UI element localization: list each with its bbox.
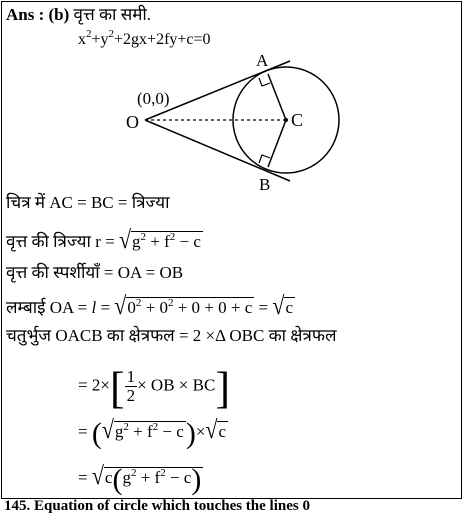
- l4-zero-a: 0: [127, 298, 136, 317]
- l1-word: त्रिज्या: [131, 193, 170, 212]
- l4-c: c: [285, 298, 293, 317]
- l3-text: वृत्त की स्पर्शीयाँ: [6, 263, 100, 282]
- l5-text-b: का क्षेत्रफल: [106, 326, 175, 345]
- l5-oacb: OACB: [55, 326, 103, 345]
- right-angle-a: [259, 78, 270, 86]
- l7-g: g: [114, 422, 124, 441]
- eq-y: +y: [91, 31, 109, 48]
- l7-c2: c: [218, 422, 227, 441]
- l2-text: वृत्त की त्रिज्या: [6, 232, 91, 251]
- l4-text: लम्बाई: [6, 298, 46, 317]
- l5-text-c: का क्षेत्रफल: [268, 326, 337, 345]
- eq-exp-x: 2: [86, 28, 92, 40]
- line-quadrilateral: [6, 326, 337, 346]
- radius-ac: [268, 74, 286, 120]
- l3-math: = OA = OB: [103, 263, 184, 282]
- l4-rest: + 0 + 0 + c: [173, 298, 253, 317]
- l8-c: c: [104, 468, 113, 487]
- l6-num: 1: [126, 367, 136, 386]
- l8-f: + f: [136, 468, 161, 487]
- label-O: O: [126, 112, 139, 132]
- l2-g: g: [132, 232, 141, 251]
- tangent-line-b: [145, 120, 290, 181]
- center-dot: [284, 118, 288, 122]
- line-length: [6, 291, 295, 320]
- eq-x: x: [78, 31, 86, 48]
- l2-f: + f: [146, 232, 170, 251]
- l6-fraction: [125, 368, 138, 405]
- l2-radical: $√g^2 + f^2 - c$: [118, 225, 201, 254]
- answer-label: Ans : (b): [6, 5, 70, 24]
- label-B: B: [259, 175, 271, 194]
- l4-zero-b: + 0: [141, 298, 168, 317]
- l6-eq: = 2×: [78, 375, 110, 395]
- l4-l: l: [91, 298, 97, 317]
- l8-g: g: [122, 468, 131, 487]
- origin-coord: (0,0): [137, 89, 170, 108]
- l7-times: ×: [195, 422, 206, 441]
- l7-f: + f: [128, 422, 153, 441]
- line-ac-bc: [6, 193, 170, 213]
- l4-eq: =: [96, 298, 111, 317]
- radius-bc: [268, 120, 286, 167]
- l2-r: r =: [95, 232, 115, 251]
- l4-oa: OA =: [49, 298, 88, 317]
- l6-den: 2: [126, 386, 136, 405]
- right-angle-b: [259, 155, 270, 163]
- l7-radical: $√g^2 + f^2 - c$: [101, 415, 184, 444]
- l7-eq: =: [78, 422, 88, 441]
- l6-rest: × OB × BC: [137, 375, 216, 395]
- l7-radical-c: √c: [205, 415, 227, 444]
- answer-heading: वृत्त का समी.: [73, 5, 152, 24]
- label-A: A: [256, 51, 269, 70]
- l5-text-a: चतुर्भुज: [6, 326, 52, 345]
- line-radius: [6, 225, 203, 254]
- l8-eq: =: [78, 468, 88, 487]
- l1-math: AC = BC =: [49, 193, 128, 212]
- l7-c: − c: [158, 422, 184, 441]
- l4-radical-c: √c: [272, 291, 293, 320]
- next-question-cutoff: 145. Equation of circle which touches the lines 0: [4, 498, 310, 514]
- l5-math-b: = 2 ×Δ OBC: [178, 326, 265, 345]
- line-final: [78, 461, 203, 496]
- l1-text: चित्र में: [6, 193, 45, 212]
- eq-rest: +2gx+2fy+c=0: [114, 31, 211, 48]
- line-product-roots: = $(√g^2 + f^2 - c)\times√c$: [78, 415, 227, 450]
- l4-radical: $√0^2 + 0^2 + 0 + 0 + c$: [114, 291, 253, 320]
- l8-radical: $√c(g^2 + f^2 - c)$: [91, 461, 202, 496]
- eq-exp-y: 2: [108, 28, 115, 40]
- label-C: C: [291, 110, 304, 130]
- l2-c: − c: [175, 232, 201, 251]
- line-half-product: = 2×[ $\frac{1}{2}$ × OB × BC]: [78, 363, 230, 413]
- line-tangents: [6, 263, 183, 283]
- l8-minus: − c: [165, 468, 192, 487]
- l4-eq2: =: [254, 298, 269, 317]
